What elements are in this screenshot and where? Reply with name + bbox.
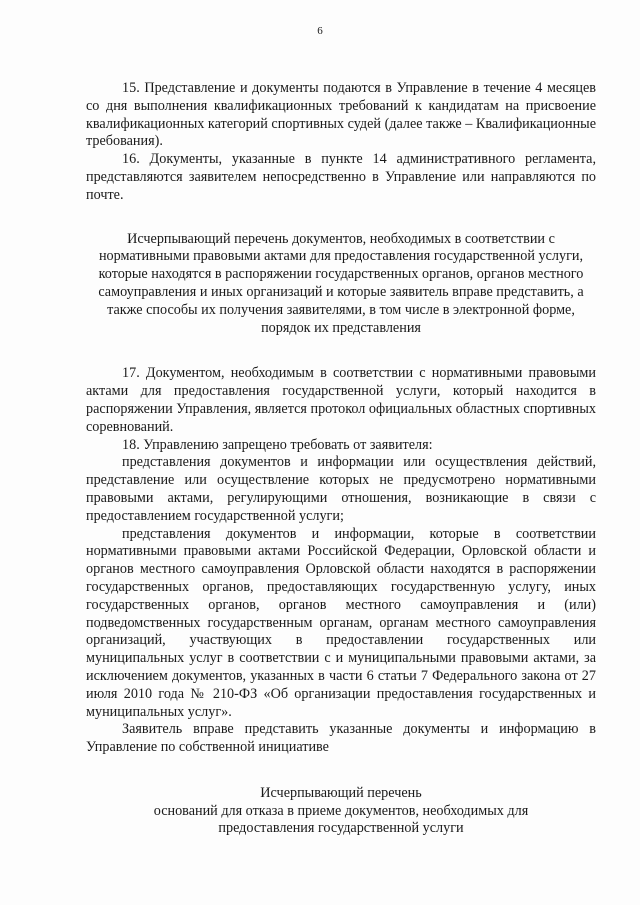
paragraph-15: 15. Представление и документы подаются в Управление в течение 4 месяцев со дня выполнения квалификационных требований к кандидатам на присвоение квалификационных категорий спортивных судей (далее также – Квалификационные требования).: [86, 80, 596, 150]
page-number: 6: [317, 25, 323, 37]
heading-line-3: предоставления государственной услуги: [218, 820, 464, 837]
section-heading-documents: Исчерпывающий перечень документов, необходимых в соответствии с нормативными правовыми актами для предоставления государственной услуги, которые находятся в распоряжении государственных органов, органов местного самоуправления и иных организаций и которые заявитель вправе представить, а также способы их получения заявителями, в том числе в электронной форме, порядок их представления: [98, 230, 584, 336]
paragraph-16: 16. Документы, указанные в пункте 14 административного регламента, представляются заявителем непосредственно в Управление или направляются по почте.: [86, 151, 596, 203]
heading-line-1: Исчерпывающий перечень: [260, 784, 422, 801]
document-body: [86, 80, 596, 838]
paragraph-18-item-1: представления документов и информации или осуществления действий, представление или осуществление которых не предусмотрено нормативными правовыми актами, регулирующими отношения, возникающие в связи с предоставлением государственной услуги;: [86, 454, 596, 524]
heading-line-2: оснований для отказа в приеме документов, необходимых для: [153, 802, 529, 819]
paragraph-18-item-2: представления документов и информации, которые в соответствии нормативными правовыми актами Российской Федерации, Орловской области и органов местного самоуправления Орловской области находятся в распоряжении государственных органов, предоставляющих государственную услугу, иных государственных органов, органов местного самоуправления и (или) подведомственных государственным органам, органам местного самоуправления организаций, участвующих в предоставлении государственных или муниципальных услуг в соответствии с и муниципальными правовыми актами, за исключением документов, указанных в части 6 статьи 7 Федерального закона от 27 июля 2010 года № 210-ФЗ «Об организации предоставления государственных и муниципальных услуг».: [86, 525, 596, 720]
paragraph-18: 18. Управлению запрещено требовать от заявителя:: [122, 436, 433, 453]
section-heading-refusal-grounds: [86, 785, 596, 838]
paragraph-17: 17. Документом, необходимым в соответствии с нормативными правовыми актами для предоставления государственной услуги, который находится в распоряжении Управления, является протокол официальных областных спортивных соревнований.: [86, 365, 596, 435]
paragraph-applicant-initiative: Заявитель вправе представить указанные документы и информацию в Управление по собственной инициативе: [86, 721, 596, 756]
